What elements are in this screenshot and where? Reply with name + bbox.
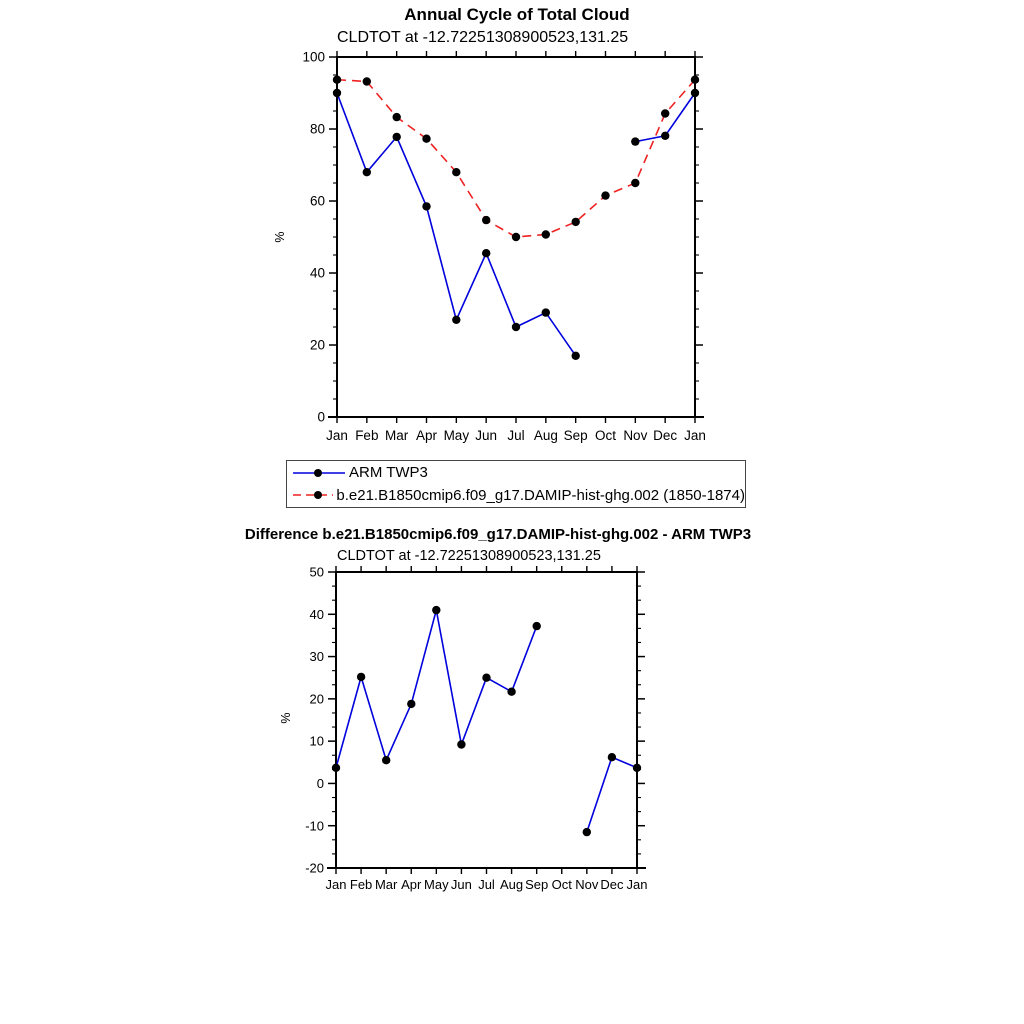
chart2-series-0 <box>332 606 641 836</box>
legend-item-model <box>292 485 745 506</box>
data-point-marker <box>542 308 550 316</box>
x-tick-label: Feb <box>349 877 373 892</box>
x-tick-label: May <box>424 877 449 892</box>
data-point-marker <box>393 113 401 121</box>
x-tick-label: Aug <box>533 428 558 443</box>
y-tick-label: 0 <box>316 776 324 792</box>
legend-box <box>286 460 746 508</box>
data-point-marker <box>482 674 490 682</box>
y-axis-label: % <box>279 712 293 724</box>
x-axis-ticks <box>326 51 706 443</box>
chart2-plot-group <box>279 565 647 892</box>
x-tick-label: Jul <box>478 877 495 892</box>
solid-line-sample-icon <box>292 466 346 480</box>
data-point-marker <box>633 764 641 772</box>
x-tick-label: Jan <box>326 428 348 443</box>
data-point-marker <box>363 168 371 176</box>
y-tick-label: 40 <box>309 265 325 281</box>
x-tick-label: Jan <box>684 428 706 443</box>
series-line <box>336 610 637 832</box>
data-point-marker <box>572 218 580 226</box>
data-point-marker <box>452 168 460 176</box>
y-tick-label: 10 <box>309 733 324 749</box>
data-point-marker <box>333 76 341 84</box>
x-tick-label: Apr <box>415 428 438 443</box>
y-tick-label: 30 <box>309 649 324 665</box>
data-point-marker <box>422 135 430 143</box>
x-tick-label: Dec <box>600 877 624 892</box>
data-point-marker <box>512 233 520 241</box>
x-tick-label: Jun <box>450 877 472 892</box>
y-axis-ticks <box>302 50 703 425</box>
x-tick-label: Jan <box>325 877 347 892</box>
data-point-marker <box>457 740 465 748</box>
x-axis-ticks <box>326 566 648 892</box>
x-tick-label: Nov <box>575 877 599 892</box>
y-tick-label: 40 <box>309 606 324 622</box>
data-point-marker <box>363 77 371 85</box>
y-axis-ticks <box>305 565 645 876</box>
x-tick-label: Mar <box>385 428 409 443</box>
chart2-title: Difference b.e21.B1850cmip6.f09_g17.DAMIP-hist-ghg.002 - ARM TWP3 <box>244 526 752 543</box>
data-point-marker <box>608 753 616 761</box>
data-point-marker <box>533 622 541 630</box>
x-tick-label: Jun <box>475 428 498 443</box>
series-line <box>337 80 695 237</box>
dashed-line-sample-icon <box>292 488 333 502</box>
y-tick-label: 80 <box>309 121 325 137</box>
data-point-marker <box>432 606 440 614</box>
x-tick-label: Apr <box>401 877 422 892</box>
data-point-marker <box>661 132 669 140</box>
plot-frame <box>336 572 637 868</box>
x-tick-label: Feb <box>355 428 379 443</box>
data-point-marker <box>333 89 341 97</box>
y-axis-label: % <box>273 231 287 243</box>
data-point-marker <box>691 89 699 97</box>
data-point-marker <box>422 202 430 210</box>
data-point-marker <box>512 323 520 331</box>
legend-label-model: b.e21.B1850cmip6.f09_g17.DAMIP-hist-ghg.002 (1850-1874) <box>336 486 745 504</box>
x-tick-label: Sep <box>563 428 588 443</box>
data-point-marker <box>332 764 340 772</box>
x-tick-label: Mar <box>374 877 398 892</box>
data-point-marker <box>583 828 591 836</box>
y-tick-label: -10 <box>305 818 324 834</box>
data-point-marker <box>507 688 515 696</box>
y-tick-label: -20 <box>305 860 324 876</box>
x-tick-label: Sep <box>525 877 549 892</box>
series-line <box>337 93 695 356</box>
chart1-title: Annual Cycle of Total Cloud <box>404 5 630 24</box>
chart2-subtitle: CLDTOT at -12.72251308900523,131.25 <box>337 548 601 564</box>
legend-item-arm-twp3 <box>292 462 745 483</box>
x-tick-label: Oct <box>551 877 572 892</box>
y-tick-label: 100 <box>302 49 325 65</box>
chart1-series-1 <box>333 76 699 242</box>
data-point-marker <box>572 352 580 360</box>
y-tick-label: 20 <box>309 337 325 353</box>
x-tick-label: Aug <box>500 877 524 892</box>
data-point-marker <box>482 249 490 257</box>
y-tick-label: 20 <box>309 691 324 707</box>
x-tick-label: Nov <box>623 428 648 443</box>
x-tick-label: May <box>443 428 470 443</box>
chart1-plot-group <box>273 50 706 443</box>
data-point-marker <box>393 133 401 141</box>
x-tick-label: Jan <box>626 877 648 892</box>
data-point-marker <box>382 756 390 764</box>
x-tick-label: Jul <box>507 428 525 443</box>
y-tick-label: 60 <box>309 193 325 209</box>
data-point-marker <box>407 700 415 708</box>
x-tick-label: Oct <box>594 428 617 443</box>
legend-label-arm-twp3: ARM TWP3 <box>349 464 428 482</box>
data-point-marker <box>482 216 490 224</box>
data-point-marker <box>601 191 609 199</box>
data-point-marker <box>357 673 365 681</box>
chart1-series-0 <box>333 89 699 360</box>
data-point-marker <box>631 179 639 187</box>
data-point-marker <box>631 137 639 145</box>
data-point-marker <box>542 230 550 238</box>
x-tick-label: Dec <box>653 428 678 443</box>
data-point-marker <box>661 109 669 117</box>
data-point-marker <box>452 316 460 324</box>
chart1-subtitle: CLDTOT at -12.72251308900523,131.25 <box>337 29 629 46</box>
data-point-marker <box>691 76 699 84</box>
y-tick-label: 0 <box>317 409 325 425</box>
y-tick-label: 50 <box>309 564 324 580</box>
